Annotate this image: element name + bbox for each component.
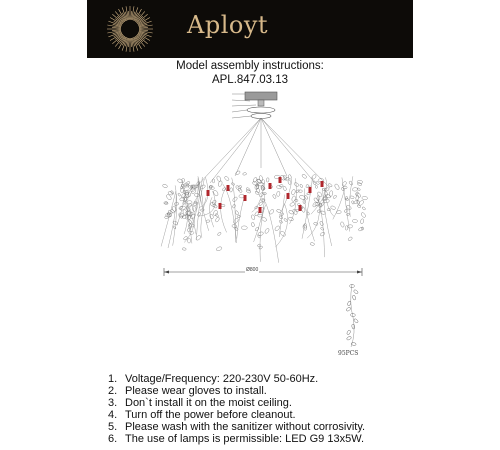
sunburst-logo-icon [105, 4, 155, 54]
brand-name: Aployt [187, 11, 269, 39]
document-title: Model assembly instructions: [176, 60, 324, 72]
instruction-list [108, 373, 365, 445]
pieces-count: 95PCS [338, 350, 359, 357]
model-number: APL.847.03.13 [211, 74, 289, 86]
instruction-item: 3. Don`t install it on the moist ceiling. [108, 397, 292, 409]
instruction-item: 1. Voltage/Frequency: 220-230V 50-60Hz. [108, 373, 319, 385]
instruction-item: 4. Turn off the power before cleanout. [108, 409, 296, 421]
diameter-label: Ø800 [246, 267, 259, 273]
diameter-dimension-line [163, 268, 363, 276]
instruction-item: 5. Please wash with the sanitizer without corrosivity. [108, 421, 366, 433]
instruction-item: 6. The use of lamps is permissible: LED G9 13x5W. [108, 433, 365, 445]
ceiling-mount [232, 92, 277, 119]
instruction-item: 2. Please wear gloves to install. [108, 385, 267, 397]
chandelier-branches [161, 170, 368, 262]
brand-banner [87, 0, 413, 58]
crystal-strand-icon [340, 283, 362, 349]
